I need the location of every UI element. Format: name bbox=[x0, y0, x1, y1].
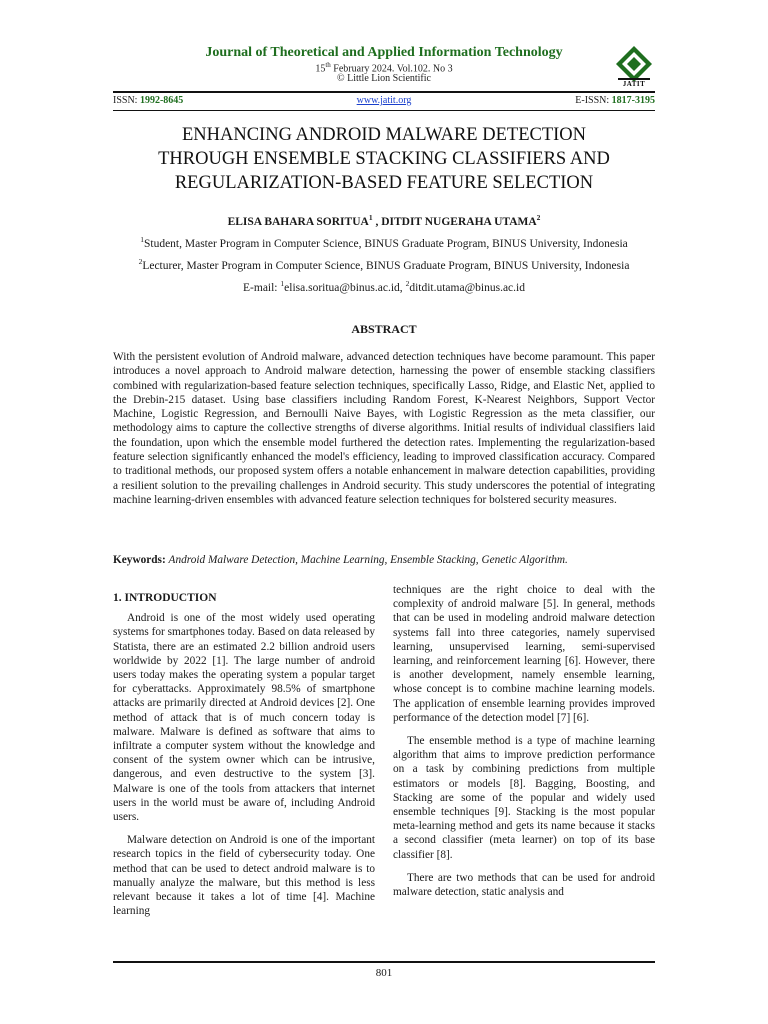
journal-title: Journal of Theoretical and Applied Information Technology bbox=[205, 45, 563, 60]
affiliation-2-text: Lecturer, Master Program in Computer Science, BINUS Graduate Program, BINUS University, Indonesia bbox=[142, 259, 630, 272]
footer-rule bbox=[113, 961, 655, 963]
author-1-sup: 1 bbox=[368, 213, 373, 222]
email-2[interactable]: ditdit.utama@binus.ac.id bbox=[409, 281, 525, 294]
email-line bbox=[0, 279, 768, 294]
paragraph: There are two methods that can be used for android malware detection, static analysis and bbox=[393, 871, 655, 899]
affiliation-1-text: Student, Master Program in Computer Science, BINUS Graduate Program, BINUS University, Indonesia bbox=[143, 237, 628, 250]
title-line: ENHANCING ANDROID MALWARE DETECTION bbox=[181, 125, 587, 145]
abstract-heading: ABSTRACT bbox=[351, 322, 417, 336]
paper-title bbox=[113, 123, 655, 195]
issue-rest: February 2024. Vol.102. No 3 bbox=[330, 63, 453, 75]
logo-text: JATIT bbox=[622, 80, 646, 88]
title-line: REGULARIZATION-BASED FEATURE SELECTION bbox=[174, 173, 594, 193]
page-number: 801 bbox=[375, 967, 393, 979]
affiliation-1-sup: 1 bbox=[140, 235, 144, 244]
abstract-text: With the persistent evolution of Android malware, advanced detection techniques have become paramount. This paper introduces a novel approach to Android malware detection, harnessing the power of ensemble stacking classifiers combined with regularization-based feature selection techniques, specifically Lasso, Ridge, and Elastic Net, applied to the Drebin-215 dataset. Using base classifiers including Random Forest, K-Nearest Neighbors, Support Vector Machine, Logistic Regression, and Bernoulli Naive Bayes, with Logistic Regression as the meta classifier, our methodology aims to capture the collective strengths of diverse algorithms. Initial results of individual classifiers laid the foundation, upon which the ensemble model furthered the detection rates. Implementing the regularization-based feature selection significantly enhanced the model's efficiency, leading to improved classification accuracy. Compared to traditional methods, our proposed system offers a notable enhancement in malware detection capabilities, providing a resilient solution to the prevailing challenges in Android security. This study underscores the potential of integrating machine learning-driven ensembles with advanced feature selection techniques for bolstered security measures. bbox=[113, 351, 655, 506]
affiliation-2 bbox=[0, 257, 768, 272]
header-rule bbox=[113, 91, 655, 93]
affiliation-2-sup: 2 bbox=[138, 257, 143, 266]
email-1-sup: 1 bbox=[280, 279, 285, 288]
author-2: DITDIT NUGERAHA UTAMA bbox=[381, 215, 537, 228]
paragraph: Malware detection on Android is one of the important research topics in the field of cybersecurity today. One method that can be used to detect android malware is to manually analyze the malware, but this method is less relevant because it takes a lot of time [4]. Machine learning bbox=[113, 834, 375, 918]
email-1[interactable]: elisa.soritua@binus.ac.id, bbox=[284, 281, 406, 294]
issn-number: 1992-8645 bbox=[139, 95, 184, 106]
keywords-label: Keywords: bbox=[113, 554, 169, 566]
title-line: THROUGH ENSEMBLE STACKING CLASSIFIERS AND bbox=[158, 149, 610, 169]
journal-website-link[interactable]: www.jatit.org bbox=[356, 95, 412, 106]
email-label: E-mail: bbox=[243, 281, 281, 294]
issue-day-suffix: th bbox=[325, 61, 331, 69]
eissn-number: 1817-3195 bbox=[611, 95, 655, 106]
paragraph: The ensemble method is a type of machine learning algorithm that aims to improve prediction performance on a task by combining predictions from multiple estimators or models [8]. Bagging, Boosting, and Stacking are some of the popular and widely used ensemble techniques [9]. Stacking is the most popular meta-learning method and gets its name because it stacks a second classifier (meta learner) on top of its base classifier [8]. bbox=[393, 735, 655, 861]
email-2-sup: 2 bbox=[405, 279, 410, 288]
publisher: © Little Lion Scientific bbox=[337, 73, 431, 84]
issue-day: 15 bbox=[315, 63, 326, 75]
section-heading: 1. INTRODUCTION bbox=[113, 592, 217, 604]
paragraph: Android is one of the most widely used operating systems for smartphones today. Based on data released by Statista, there are an estimated 2.2 billion android users worldwide by 2022 [1]. The large number of android users today makes the operating system a popular target for cyberattacks. Approximately 98.5% of smartphone attacks are primarily directed at Android devices [2]. One method of attack that is of much concern today is malware. Malware is defined as software that aims to infiltrate a computer system without the knowledge and consent of the system owner which can be intrusive, dangerous, and even destructive to the system [3]. Malware is one of the tools from attackers that internet users in the world must be aware of, including Android users. bbox=[113, 612, 375, 824]
header-rule-lower bbox=[113, 110, 655, 111]
keywords bbox=[113, 554, 655, 566]
issn-label: ISSN: bbox=[113, 95, 140, 106]
left-column bbox=[113, 583, 375, 927]
author-separator: , bbox=[372, 215, 382, 228]
paragraph: techniques are the right choice to deal with the complexity of android malware [5]. In general, methods that can be used in modeling android malware detection systems fall into three categories, namely supervised learning, unsupervised learning, semi-supervised learning, and reinforcement learning [6]. However, there is another development, namely ensemble learning, whose concept is to combine machine learning models. The application of ensemble learning provides improved performance of the detection model [7] [6]. bbox=[393, 584, 655, 724]
author-1: ELISA BAHARA SORITUA bbox=[227, 215, 369, 228]
eissn-label: E-ISSN: bbox=[575, 95, 612, 106]
author-2-sup: 2 bbox=[536, 213, 541, 222]
right-column bbox=[393, 583, 655, 908]
affiliation-1 bbox=[0, 235, 768, 250]
keywords-value: Android Malware Detection, Machine Learning, Ensemble Stacking, Genetic Algorithm. bbox=[168, 554, 568, 566]
authors bbox=[0, 213, 768, 228]
eissn bbox=[575, 95, 655, 106]
